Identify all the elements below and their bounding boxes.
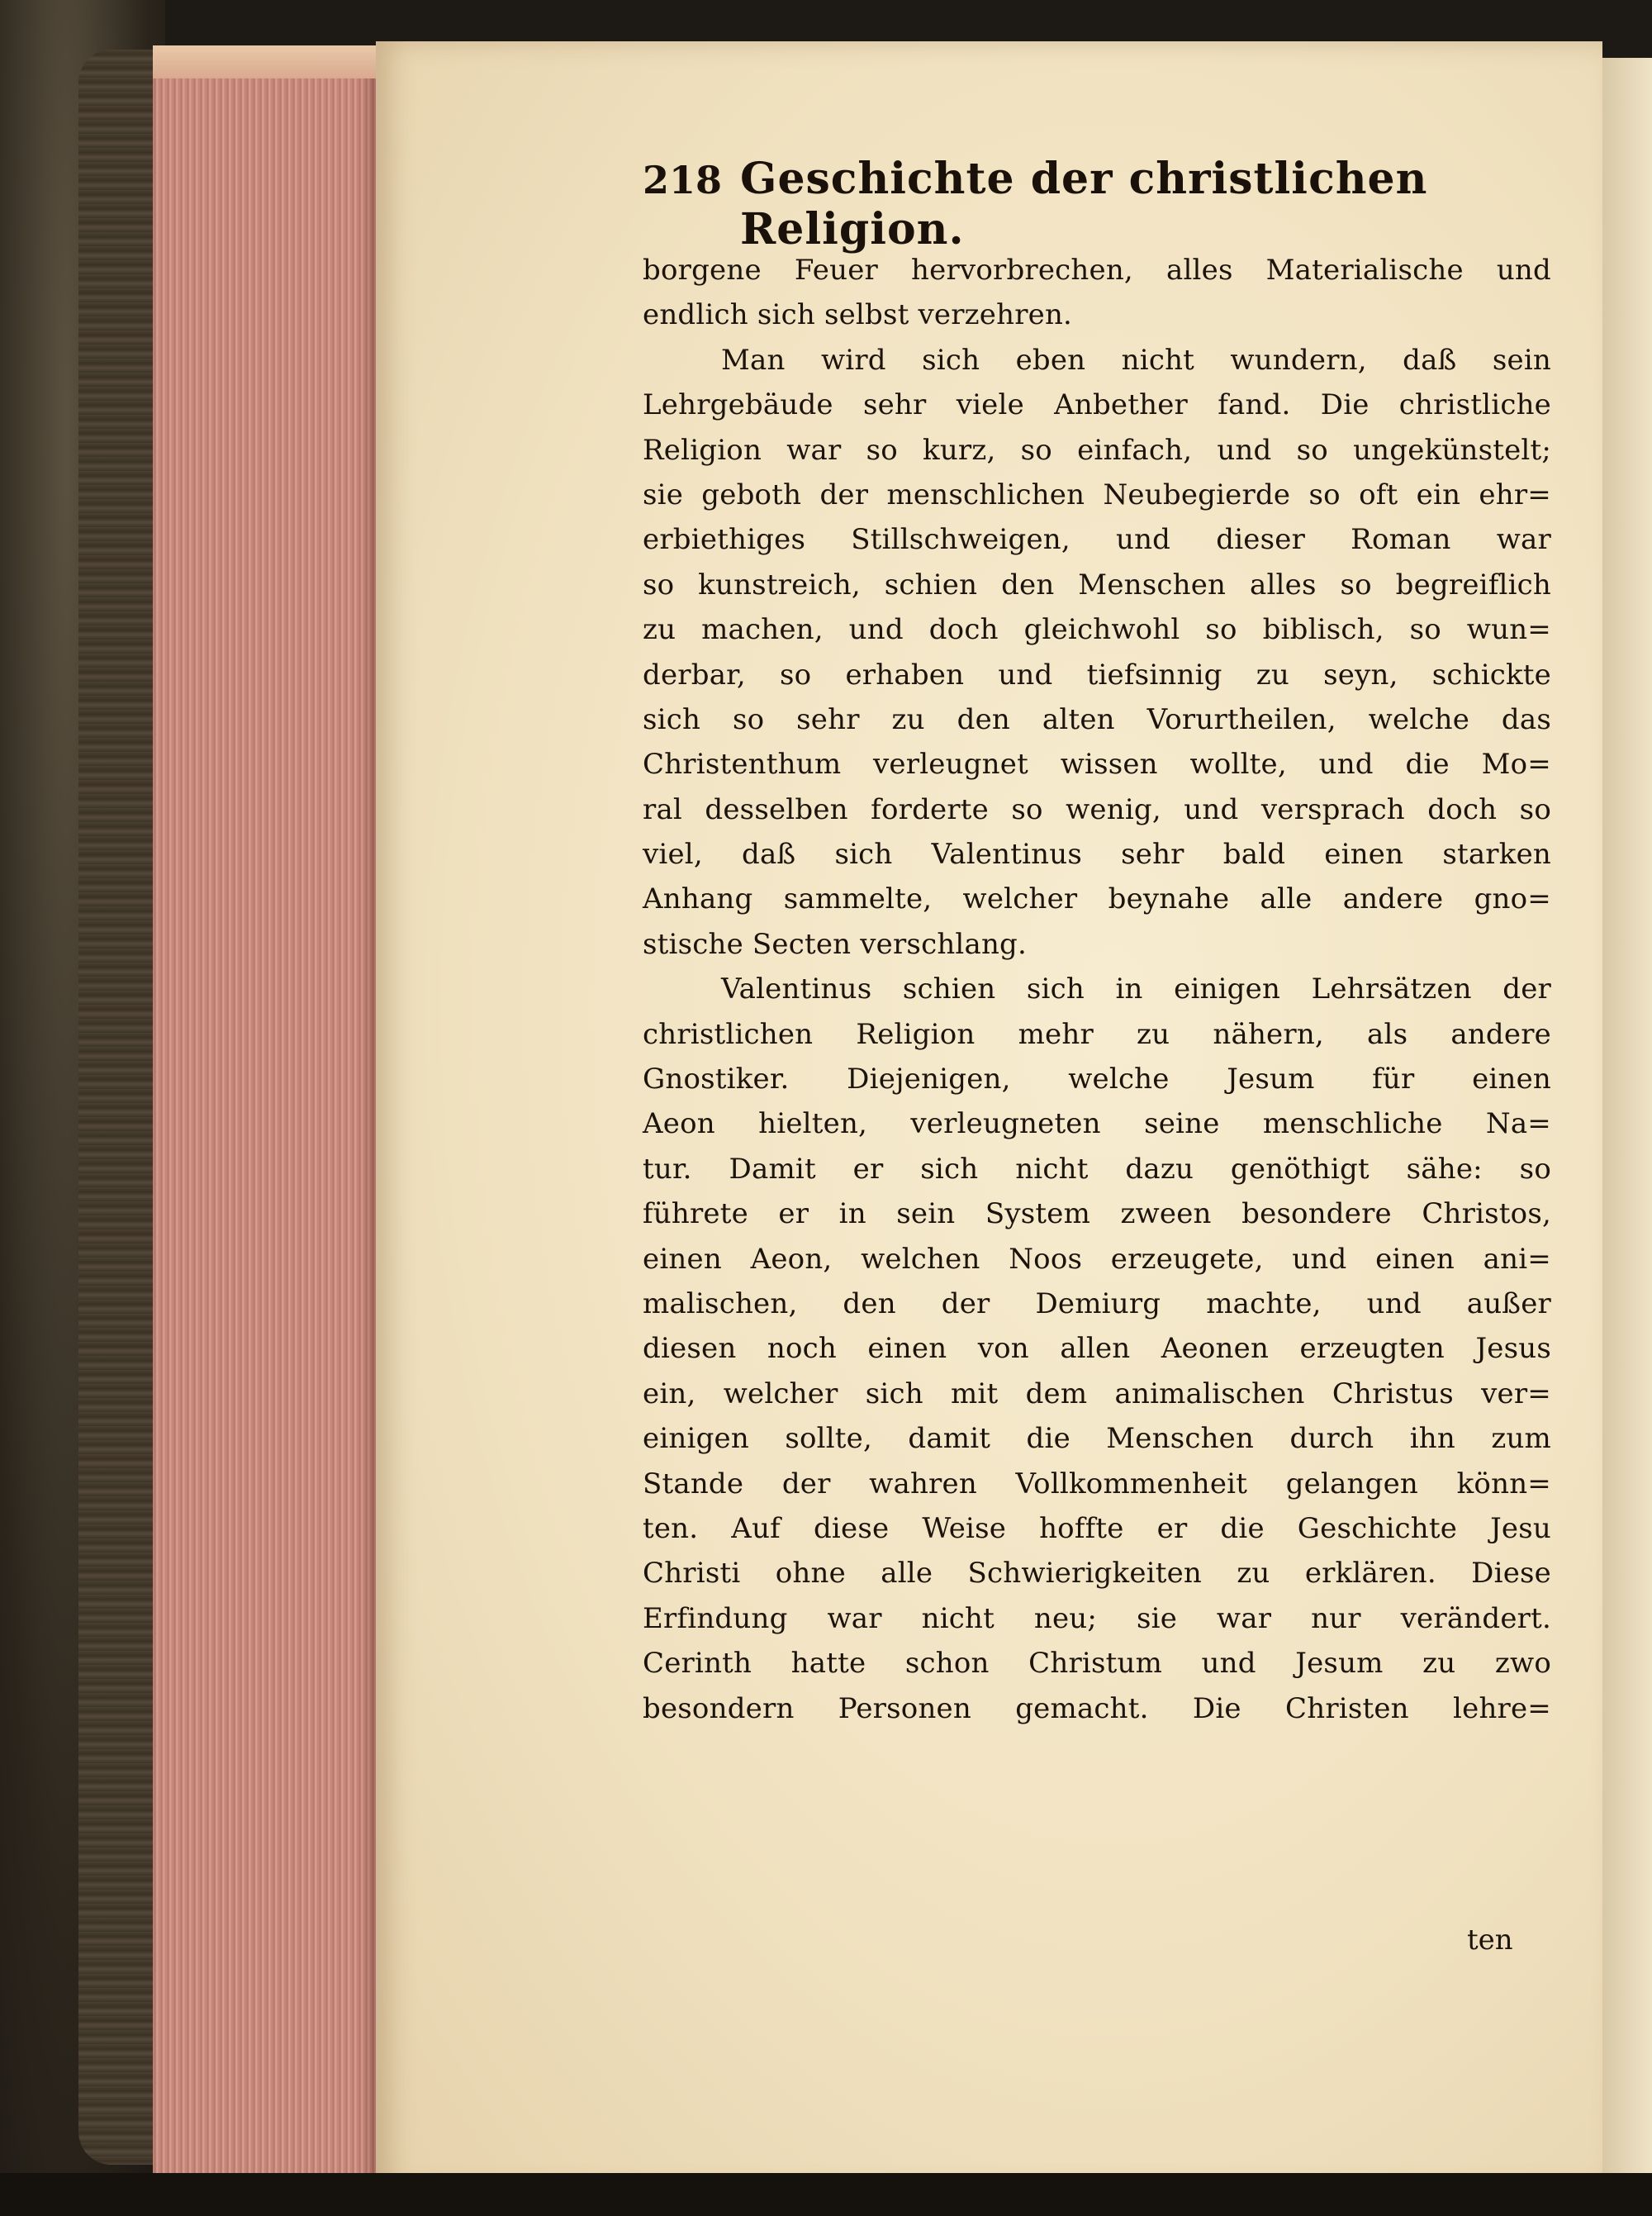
page-header xyxy=(643,154,1551,254)
text-line: Man wird sich eben nicht wundern, daß sein xyxy=(721,343,1551,377)
text-line: Christi ohne alle Schwierigkeiten zu erklären. Diese xyxy=(643,1557,1551,1591)
bottom-shadow xyxy=(0,2173,1652,2216)
text-line: erbiethiges Stillschweigen, und dieser Roman war xyxy=(643,523,1551,557)
text-line: zu machen, und doch gleichwohl so biblisch, so wun= xyxy=(643,613,1551,647)
text-line: besondern Personen gemacht. Die Christen lehre= xyxy=(643,1691,1551,1725)
text-line: sie geboth der menschlichen Neubegierde so oft ein ehr= xyxy=(643,478,1551,511)
text-line: tur. Damit er sich nicht dazu genöthigt sähe: so xyxy=(643,1152,1551,1186)
text-line: derbar, so erhaben und tiefsinnig zu seyn, schickte xyxy=(643,658,1551,692)
text-line: ral desselben forderte so wenig, und versprach doch so xyxy=(643,792,1551,826)
text-line: diesen noch einen von allen Aeonen erzeugten Jesus xyxy=(643,1332,1551,1366)
page-edges xyxy=(153,45,376,2185)
running-title: Geschichte der christlichen Religion. xyxy=(740,154,1428,254)
text-line: ein, welcher sich mit dem animalischen Christus ver= xyxy=(643,1377,1551,1410)
text-line: endlich sich selbst verzehren. xyxy=(643,298,1073,332)
page-number: 218 xyxy=(643,158,723,202)
text-line: Erfindung war nicht neu; sie war nur verändert. xyxy=(643,1601,1551,1635)
page-edges-top xyxy=(153,45,376,78)
text-line: christlichen Religion mehr zu nähern, als andere xyxy=(643,1017,1551,1051)
text-line: einigen sollte, damit die Menschen durch ihn zum xyxy=(643,1422,1551,1456)
text-line: Cerinth hatte schon Christum und Jesum zu zwo xyxy=(643,1647,1551,1681)
text-line: führete er in sein System zween besondere Christos, xyxy=(643,1197,1551,1231)
text-line: Religion war so kurz, so einfach, und so ungekünstelt; xyxy=(643,433,1551,467)
text-line: viel, daß sich Valentinus sehr bald einen starken xyxy=(643,838,1551,872)
text-line: so kunstreich, schien den Menschen alles so begreiflich xyxy=(643,568,1551,602)
text-line: Christenthum verleugnet wissen wollte, und die Mo= xyxy=(643,748,1551,782)
text-line: ten. Auf diese Weise hoffte er die Geschichte Jesu xyxy=(643,1511,1551,1545)
catchword: ten xyxy=(1467,1924,1513,1957)
text-line: Aeon hielten, verleugneten seine menschliche Na= xyxy=(643,1107,1551,1141)
text-line: malischen, den der Demiurg machte, und außer xyxy=(643,1286,1551,1320)
text-line: stische Secten verschlang. xyxy=(643,927,1028,961)
body-text xyxy=(643,248,1551,1731)
text-line: sich so sehr zu den alten Vorurtheilen, welche das xyxy=(643,702,1551,736)
text-line: einen Aeon, welchen Noos erzeugete, und einen ani= xyxy=(643,1242,1551,1276)
text-line: Stande der wahren Vollkommenheit gelangen könn= xyxy=(643,1467,1551,1500)
text-line: Valentinus schien sich in einigen Lehrsätzen der xyxy=(721,972,1551,1006)
text-line: Gnostiker. Diejenigen, welche Jesum für einen xyxy=(643,1063,1551,1096)
text-line: Lehrgebäude sehr viele Anbether fand. Die christliche xyxy=(643,388,1551,422)
text-line: borgene Feuer hervorbrechen, alles Materialische und xyxy=(643,254,1551,287)
text-line: Anhang sammelte, welcher beynahe alle andere gno= xyxy=(643,882,1551,916)
facing-page-edge xyxy=(1602,58,1652,2173)
